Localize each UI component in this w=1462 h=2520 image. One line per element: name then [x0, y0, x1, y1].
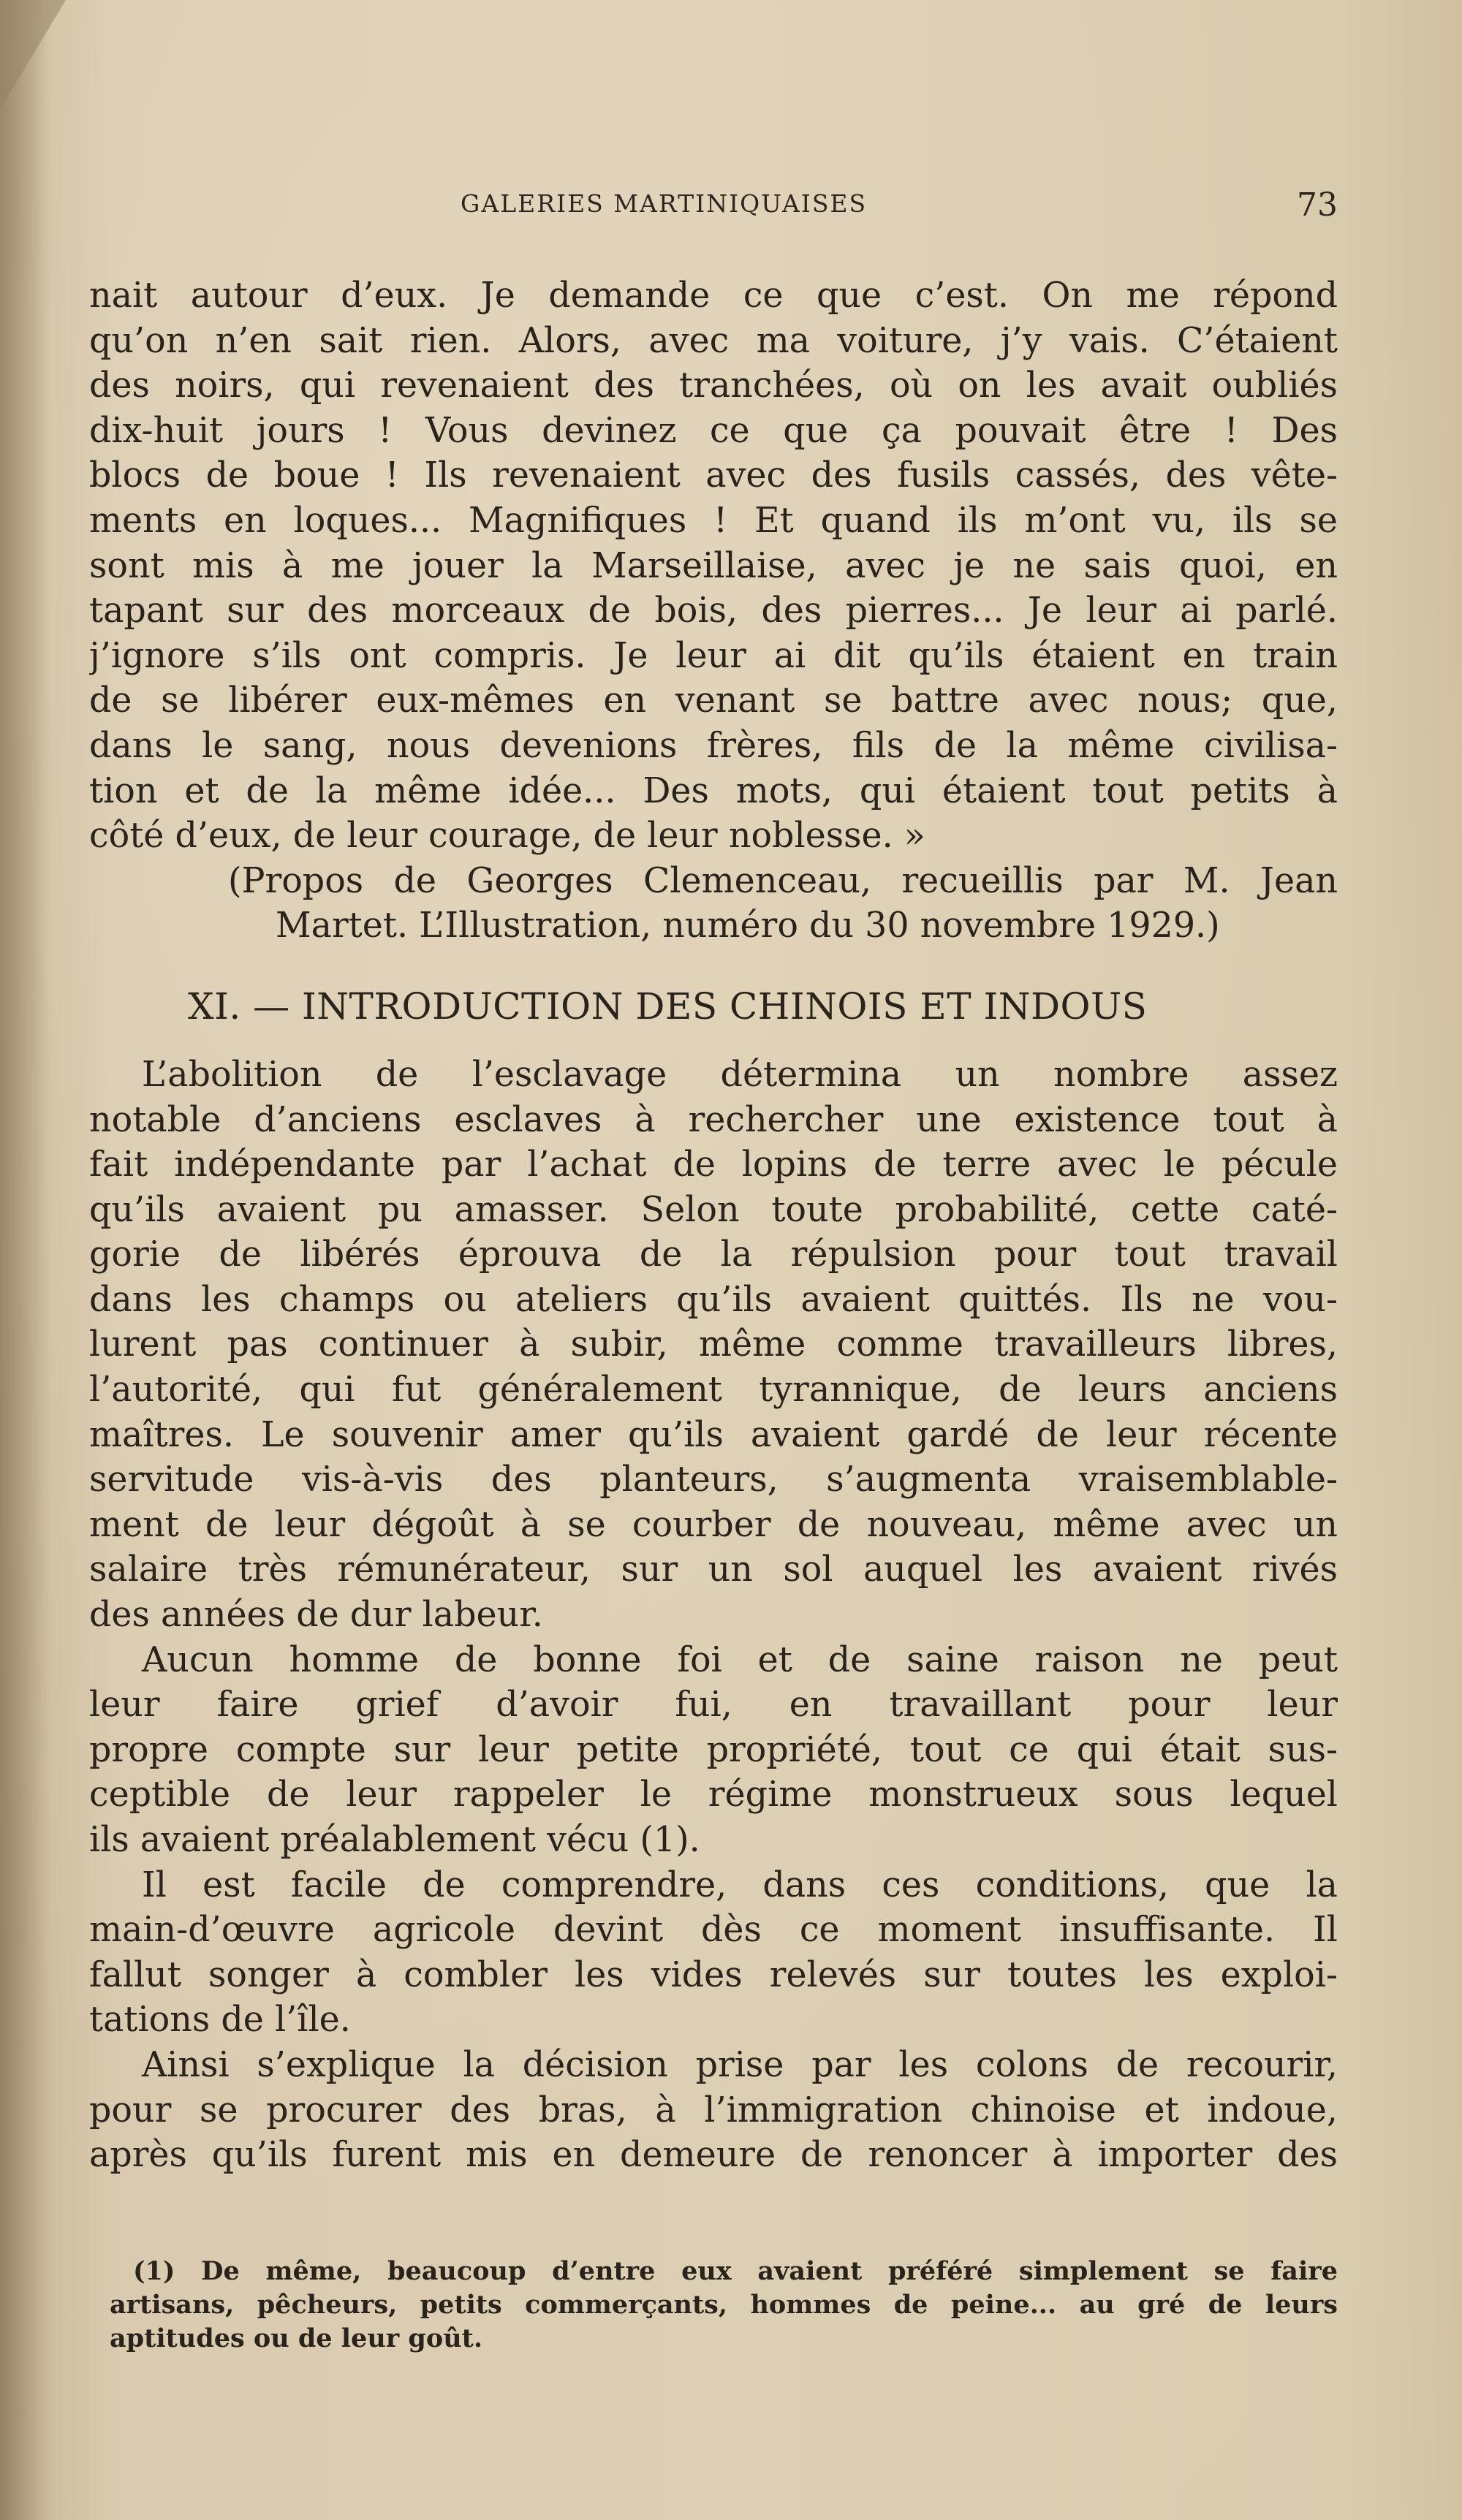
- text-line: qu’ils avaient pu amasser. Selon toute probabilité, cette caté-: [89, 1189, 1338, 1230]
- quote-citation: [89, 859, 1338, 949]
- text-line: nait autour d’eux. Je demande ce que c’est. On me répond: [89, 276, 1338, 316]
- paragraph-1: [89, 1052, 1338, 1638]
- text-line: Ainsi s’explique la décision prise par les colons de recourir,: [142, 2044, 1338, 2085]
- section-title: XI. — INTRODUCTION DES CHINOIS ET INDOUS: [188, 984, 1148, 1028]
- citation-line: Martet. L’Illustration, numéro du 30 novembre 1929.): [276, 906, 1220, 946]
- text-line: des noirs, qui revenaient des tranchées, où on les avait oubliés: [89, 365, 1338, 406]
- spacer: [89, 1032, 1338, 1052]
- text-line: fait indépendante par l’achat de lopins de terre avec le pécule: [89, 1145, 1338, 1185]
- text-line: pour se procurer des bras, à l’immigration chinoise et indoue,: [89, 2090, 1338, 2130]
- page-spine-shadow: [0, 0, 51, 2520]
- text-line: dans le sang, nous devenions frères, fils de la même civilisa-: [89, 725, 1338, 766]
- text-line: des années de dur labeur.: [89, 1595, 543, 1636]
- page-header: [95, 186, 1338, 223]
- text-line: salaire très rémunérateur, sur un sol auquel les avaient rivés: [89, 1549, 1338, 1590]
- text-line: blocs de boue ! Ils revenaient avec des fusils cassés, des vête-: [89, 455, 1338, 496]
- text-line: sont mis à me jouer la Marseillaise, avec je ne sais quoi, en: [89, 545, 1338, 586]
- text-line: l’autorité, qui fut généralement tyrannique, de leurs anciens: [89, 1370, 1338, 1411]
- text-line: côté d’eux, de leur courage, de leur noblesse. »: [89, 816, 925, 857]
- text-line: après qu’ils furent mis en demeure de renoncer à importer des: [89, 2135, 1338, 2176]
- page-corner-wear: [0, 0, 66, 110]
- text-line: de se libérer eux-mêmes en venant se battre avec nous; que,: [89, 680, 1338, 721]
- text-line: L’abolition de l’esclavage détermina un nombre assez: [142, 1054, 1338, 1095]
- citation-line: (Propos de Georges Clemenceau, recueillis par M. Jean: [228, 860, 1338, 901]
- footnote-line: aptitudes ou de leur goût.: [110, 2323, 483, 2353]
- spacer: [89, 949, 1338, 981]
- text-line: qu’on n’en sait rien. Alors, avec ma voiture, j’y vais. C’étaient: [89, 320, 1338, 361]
- running-head: GALERIES MARTINIQUAISES: [461, 189, 868, 218]
- paragraph-3: [89, 1863, 1338, 2043]
- text-line: ceptible de leur rappeler le régime monstrueux sous lequel: [89, 1775, 1338, 1815]
- text-line: ment de leur dégoût à se courber de nouveau, même avec un: [89, 1504, 1338, 1545]
- text-line: leur faire grief d’avoir fui, en travaillant pour leur: [89, 1685, 1338, 1726]
- text-line: j’ignore s’ils ont compris. Je leur ai dit qu’ils étaient en train: [89, 635, 1338, 676]
- text-line: propre compte sur leur petite propriété, tout ce qui était sus-: [89, 1729, 1338, 1770]
- footnotes: [110, 2255, 1338, 2356]
- quote-continuation: [89, 273, 1338, 859]
- text-line: tion et de la même idée... Des mots, qui étaient tout petits à: [89, 770, 1338, 811]
- main-text: [89, 273, 1338, 2178]
- text-line: tapant sur des morceaux de bois, des pierres... Je leur ai parlé.: [89, 591, 1338, 631]
- text-line: Aucun homme de bonne foi et de saine raison ne peut: [142, 1639, 1338, 1680]
- footnote-line: (1) De même, beaucoup d’entre eux avaient préféré simplement se faire: [133, 2256, 1338, 2286]
- text-line: Il est facile de comprendre, dans ces conditions, que la: [142, 1864, 1338, 1905]
- text-line: servitude vis-à-vis des planteurs, s’augmenta vraisemblable-: [89, 1460, 1338, 1500]
- text-line: dans les champs ou ateliers qu’ils avaient quittés. Ils ne vou-: [89, 1279, 1338, 1320]
- text-line: ils avaient préalablement vécu (1).: [89, 1820, 700, 1860]
- paragraph-2: [89, 1638, 1338, 1863]
- text-line: gorie de libérés éprouva de la répulsion pour tout travail: [89, 1234, 1338, 1275]
- text-line: lurent pas continuer à subir, même comme travailleurs libres,: [89, 1324, 1338, 1365]
- page-number: 73: [1297, 186, 1338, 224]
- text-line: ments en loques... Magnifiques ! Et quand ils m’ont vu, ils se: [89, 500, 1338, 541]
- text-line: dix-huit jours ! Vous devinez ce que ça pouvait être ! Des: [89, 410, 1338, 451]
- text-line: notable d’anciens esclaves à rechercher une existence tout à: [89, 1099, 1338, 1140]
- text-line: maîtres. Le souvenir amer qu’ils avaient gardé de leur récente: [89, 1414, 1338, 1455]
- paragraph-4: [89, 2043, 1338, 2178]
- text-line: fallut songer à combler les vides relevés sur toutes les exploi-: [89, 1954, 1338, 1995]
- text-line: main-d’œuvre agricole devint dès ce moment insuffisante. Il: [89, 1910, 1338, 1951]
- footnote-line: artisans, pêcheurs, petits commerçants, hommes de peine... au gré de leurs: [110, 2290, 1338, 2320]
- text-line: tations de l’île.: [89, 2000, 351, 2041]
